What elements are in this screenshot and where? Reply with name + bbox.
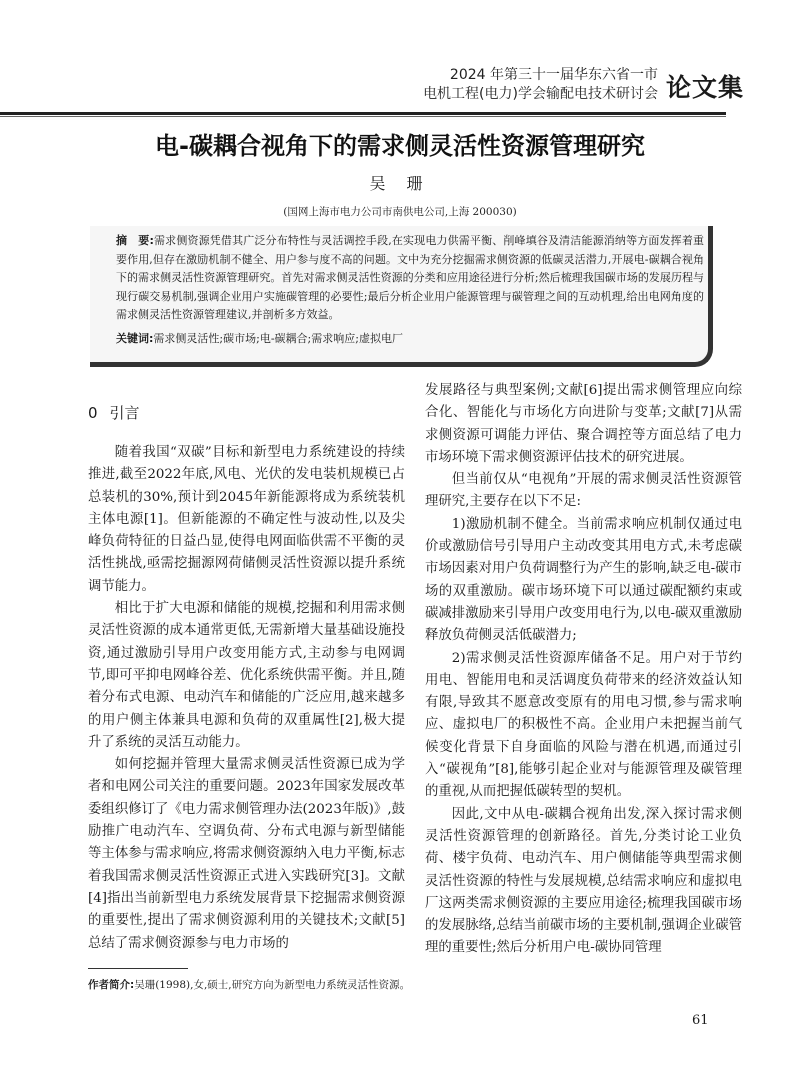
header-rule-thin [0,116,726,117]
paragraph: 2)需求侧灵活性资源库储备不足。用户对于节约用电、智能用电和灵活调度负荷带来的经济效益认知有限,导致其不愿意改变原有的用电习惯,参与需求响应、虚拟电厂的积极性不高。企业用户未把握当前气候变化背景下自身面临的风险与潜在机遇,而通过引入“碳视角”[8],能够引起企业对与能源管理及碳管理的重视,从而把握低碳转型的契机。 [425,650,742,800]
paragraph: 因此,文中从电-碳耦合视角出发,深入探讨需求侧灵活性资源管理的创新路径。首先,分类讨论工业负荷、楼宇负荷、电动汽车、用户侧储能等典型需求侧灵活性资源的特性与发展规模,总结需求响应和虚拟电厂这两类需求侧资源的主要应用途径;梳理我国碳市场的发展脉络,总结当前碳市场的主要机制,强调企业碳管理的重要性;然后分析用户电-碳协同管理 [425,806,742,956]
left-column [88,380,405,955]
proceedings-label: 论文集 [666,73,745,102]
author-footnote [88,977,410,992]
abstract-label: 摘 要: [116,234,154,247]
paper-title: 电-碳耦合视角下的需求侧灵活性资源管理研究 [155,132,645,160]
header-rule [0,112,726,115]
footnote-rule [88,968,188,969]
conference-line-2: 电机工程(电力)学会输配电技术研讨会 [423,86,658,102]
conference-line-1: 2024 年第三十一届华东六省一市 [449,67,658,83]
page-number: 61 [692,1013,709,1028]
right-column [425,380,742,960]
abstract [116,232,704,325]
footnote-label: 作者简介: [88,979,135,991]
paragraph: 相比于扩大电源和储能的规模,挖掘和利用需求侧灵活性资源的成本通常更低,无需新增大量基础设施投资,通过激励引导用户改变用能方式,主动参与电网调节,即可平抑电网峰谷差、优化系统供需平衡。并且,随着分布式电源、电动汽车和储能的广泛应用,越来越多的用户侧主体兼具电源和负荷的双重属性[2],极大提升了系统的灵活互动能力。 [88,601,405,750]
running-header [0,0,800,110]
keywords [116,330,704,348]
keywords-label: 关键词: [116,332,154,345]
paragraph: 但当前仅从“电视角”开展的需求侧灵活性资源管理研究,主要存在以下不足: [425,472,742,510]
abstract-text: 需求侧资源凭借其广泛分布特性与灵活调控手段,在实现电力供需平衡、削峰填谷及清洁能源消纳等方面发挥着重要作用,但存在激励机制不健全、用户参与度不高的问题。文中为充分挖掘需求侧资源的低碳灵活潜力,开展电-碳耦合视角下的需求侧灵活性资源管理研究。首先对需求侧灵活性资源的分类和应用途径进行分析;然后梳理我国碳市场的发展历程与现行碳交易机制,强调企业用户实施碳管理的必要性;最后分析企业用户能源管理与碳管理之间的互动机理,给出电网角度的需求侧灵活性资源管理建议,并剖析多方效益。 [116,234,704,322]
paragraph: 如何挖掘并管理大量需求侧灵活性资源已成为学者和电网公司关注的重要问题。2023年国家发展改革委组织修订了《电力需求侧管理办法(2023年版)》,鼓励推广电动汽车、空调负荷、分布式电源与新型储能等主体参与需求响应,将需求侧资源纳入电力平衡,标志着我国需求侧灵活性资源正式进入实践研究[3]。文献[4]指出当前新型电力系统发展背景下挖掘需求侧资源的重要性,提出了需求侧资源利用的关键技术;文献[5]总结了需求侧资源参与电力市场的 [88,757,405,951]
section-title: 引言 [109,404,140,422]
footnote-text: 吴珊(1998),女,硕士,研究方向为新型电力系统灵活性资源。 [134,979,411,991]
paragraph: 1)激励机制不健全。当前需求响应机制仅通过电价或激励信号引导用户主动改变其用电方式,未考虑碳市场因素对用户负荷调整行为产生的影响,缺乏电-碳市场的双重激励。碳市场环境下可以通过碳配额约束或碳减排激励来引导用户改变用电行为,以电-碳双重激励释放负荷侧灵活低碳潜力; [425,516,742,644]
conference-name [423,66,658,104]
paragraph: 随着我国“双碳”目标和新型电力系统建设的持续推进,截至2022年底,风电、光伏的发电装机规模已占总装机的30%,预计到2045年新能源将成为系统装机主体电源[1]。但新能源的不确定性与波动性,以及尖峰负荷特征的日益凸显,使得电网面临供需不平衡的灵活性挑战,亟需挖掘源网荷储侧灵活性资源以提升系统调节能力。 [88,445,405,594]
author-affiliation: (国网上海市电力公司市南供电公司,上海 200030) [283,206,517,218]
section-number: 0 [88,404,98,422]
section-heading [88,402,405,424]
paragraph: 发展路径与典型案例;文献[6]提出需求侧管理应向综合化、智能化与市场化方向进阶与变革;文献[7]从需求侧资源可调能力评估、聚合调控等方面总结了电力市场环境下需求侧资源评估技术的研究进展。 [425,383,742,465]
author-name: 吴 珊 [369,174,431,193]
keywords-text: 需求侧灵活性;碳市场;电-碳耦合;需求响应;虚拟电厂 [153,332,403,345]
